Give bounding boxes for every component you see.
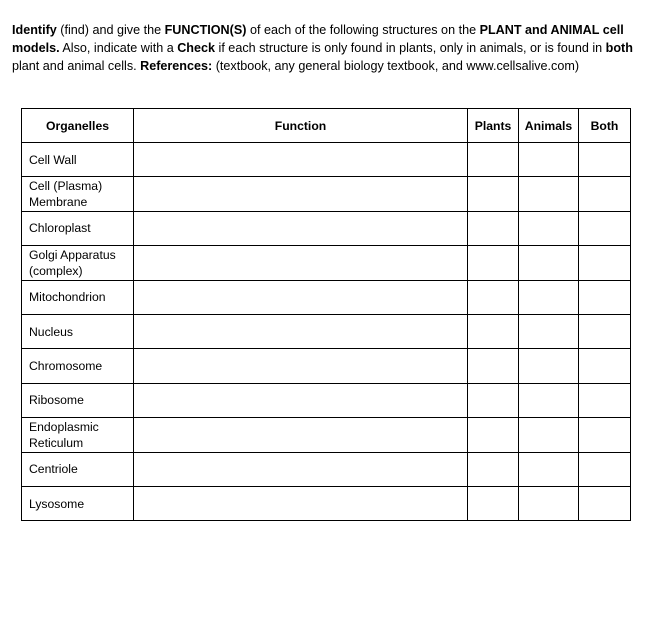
table-header-row: [22, 109, 631, 143]
both-check-cell[interactable]: [579, 383, 631, 417]
instr-functions: FUNCTION(S): [164, 23, 247, 37]
function-cell[interactable]: [134, 383, 468, 417]
organelle-name: [22, 280, 134, 314]
table-row: [22, 452, 631, 486]
animals-check-cell[interactable]: [519, 486, 579, 520]
animals-check-cell[interactable]: [519, 280, 579, 314]
organelle-line-1: Chromosome: [29, 359, 103, 374]
table-row: [22, 349, 631, 383]
plants-check-cell[interactable]: [468, 418, 519, 452]
both-check-cell[interactable]: [579, 314, 631, 348]
animals-check-cell[interactable]: [519, 314, 579, 348]
organelle-name: [22, 418, 134, 452]
plants-check-cell[interactable]: [468, 383, 519, 417]
both-check-cell[interactable]: [579, 280, 631, 314]
instr-identify: Identify: [12, 23, 57, 37]
plants-check-cell[interactable]: [468, 280, 519, 314]
header-plants: Plants: [468, 109, 519, 143]
function-cell[interactable]: [134, 280, 468, 314]
plants-check-cell[interactable]: [468, 452, 519, 486]
plants-check-cell[interactable]: [468, 486, 519, 520]
plants-check-cell[interactable]: [468, 349, 519, 383]
function-cell[interactable]: [134, 349, 468, 383]
organelle-name: [22, 349, 134, 383]
plants-check-cell[interactable]: [468, 246, 519, 280]
table-row: [22, 418, 631, 452]
organelle-table: [21, 108, 631, 521]
instr-text-3: Also, indicate with a: [59, 41, 178, 55]
animals-check-cell[interactable]: [519, 383, 579, 417]
both-check-cell[interactable]: [579, 486, 631, 520]
instr-text-2: of each of the following structures on the: [246, 23, 480, 37]
function-cell[interactable]: [134, 452, 468, 486]
function-cell[interactable]: [134, 486, 468, 520]
organelle-line-1: Endoplasmic: [29, 419, 99, 434]
organelle-name: [22, 246, 134, 280]
function-cell[interactable]: [134, 177, 468, 211]
table-row: [22, 280, 631, 314]
animals-check-cell[interactable]: [519, 452, 579, 486]
organelle-name: [22, 143, 134, 177]
instr-text-6: (textbook, any general biology textbook, and www.cellsalive.com): [212, 59, 580, 73]
function-cell[interactable]: [134, 418, 468, 452]
function-cell[interactable]: [134, 314, 468, 348]
plants-check-cell[interactable]: [468, 177, 519, 211]
both-check-cell[interactable]: [579, 211, 631, 245]
both-check-cell[interactable]: [579, 143, 631, 177]
table-row: [22, 314, 631, 348]
instr-references: References:: [140, 59, 213, 73]
instructions-paragraph: [12, 21, 642, 75]
instr-plant-animal: PLANT and ANIMAL cell models.: [12, 23, 624, 55]
instr-check: Check: [177, 41, 216, 55]
animals-check-cell[interactable]: [519, 177, 579, 211]
function-cell[interactable]: [134, 143, 468, 177]
instr-text-1: (find) and give the: [56, 23, 165, 37]
animals-check-cell[interactable]: [519, 349, 579, 383]
organelle-name: [22, 452, 134, 486]
organelle-name: [22, 383, 134, 417]
instr-both: both: [605, 41, 633, 55]
header-both: Both: [579, 109, 631, 143]
organelle-line-2: (complex): [29, 263, 83, 278]
organelle-line-1: Mitochondrion: [29, 290, 106, 305]
organelle-line-1: Nucleus: [29, 324, 74, 339]
table-row: [22, 486, 631, 520]
organelle-line-1: Ribosome: [29, 393, 84, 408]
organelle-line-1: Golgi Apparatus: [29, 247, 116, 262]
table-row: [22, 246, 631, 280]
organelle-name: [22, 177, 134, 211]
both-check-cell[interactable]: [579, 349, 631, 383]
table-row: [22, 143, 631, 177]
header-function: Function: [134, 109, 468, 143]
plants-check-cell[interactable]: [468, 314, 519, 348]
header-animals: Animals: [519, 109, 579, 143]
animals-check-cell[interactable]: [519, 211, 579, 245]
animals-check-cell[interactable]: [519, 418, 579, 452]
both-check-cell[interactable]: [579, 177, 631, 211]
organelle-line-1: Cell (Plasma): [29, 179, 103, 194]
both-check-cell[interactable]: [579, 452, 631, 486]
header-organelles: Organelles: [22, 109, 134, 143]
organelle-name: [22, 314, 134, 348]
table-row: [22, 383, 631, 417]
organelle-line-2: Membrane: [29, 195, 88, 210]
organelle-name: [22, 486, 134, 520]
table-row: [22, 211, 631, 245]
both-check-cell[interactable]: [579, 246, 631, 280]
function-cell[interactable]: [134, 246, 468, 280]
organelle-line-2: Reticulum: [29, 435, 84, 450]
table-row: [22, 177, 631, 211]
organelle-line-1: Centriole: [29, 462, 78, 477]
organelle-line-1: Chloroplast: [29, 221, 91, 236]
function-cell[interactable]: [134, 211, 468, 245]
instr-text-5: plant and animal cells.: [12, 59, 141, 73]
plants-check-cell[interactable]: [468, 211, 519, 245]
instr-text-4: if each structure is only found in plants, only in animals, or is found in: [215, 41, 606, 55]
plants-check-cell[interactable]: [468, 143, 519, 177]
both-check-cell[interactable]: [579, 418, 631, 452]
organelle-name: [22, 211, 134, 245]
organelle-line-1: Lysosome: [29, 496, 85, 511]
animals-check-cell[interactable]: [519, 246, 579, 280]
organelle-line-1: Cell Wall: [29, 152, 77, 167]
animals-check-cell[interactable]: [519, 143, 579, 177]
